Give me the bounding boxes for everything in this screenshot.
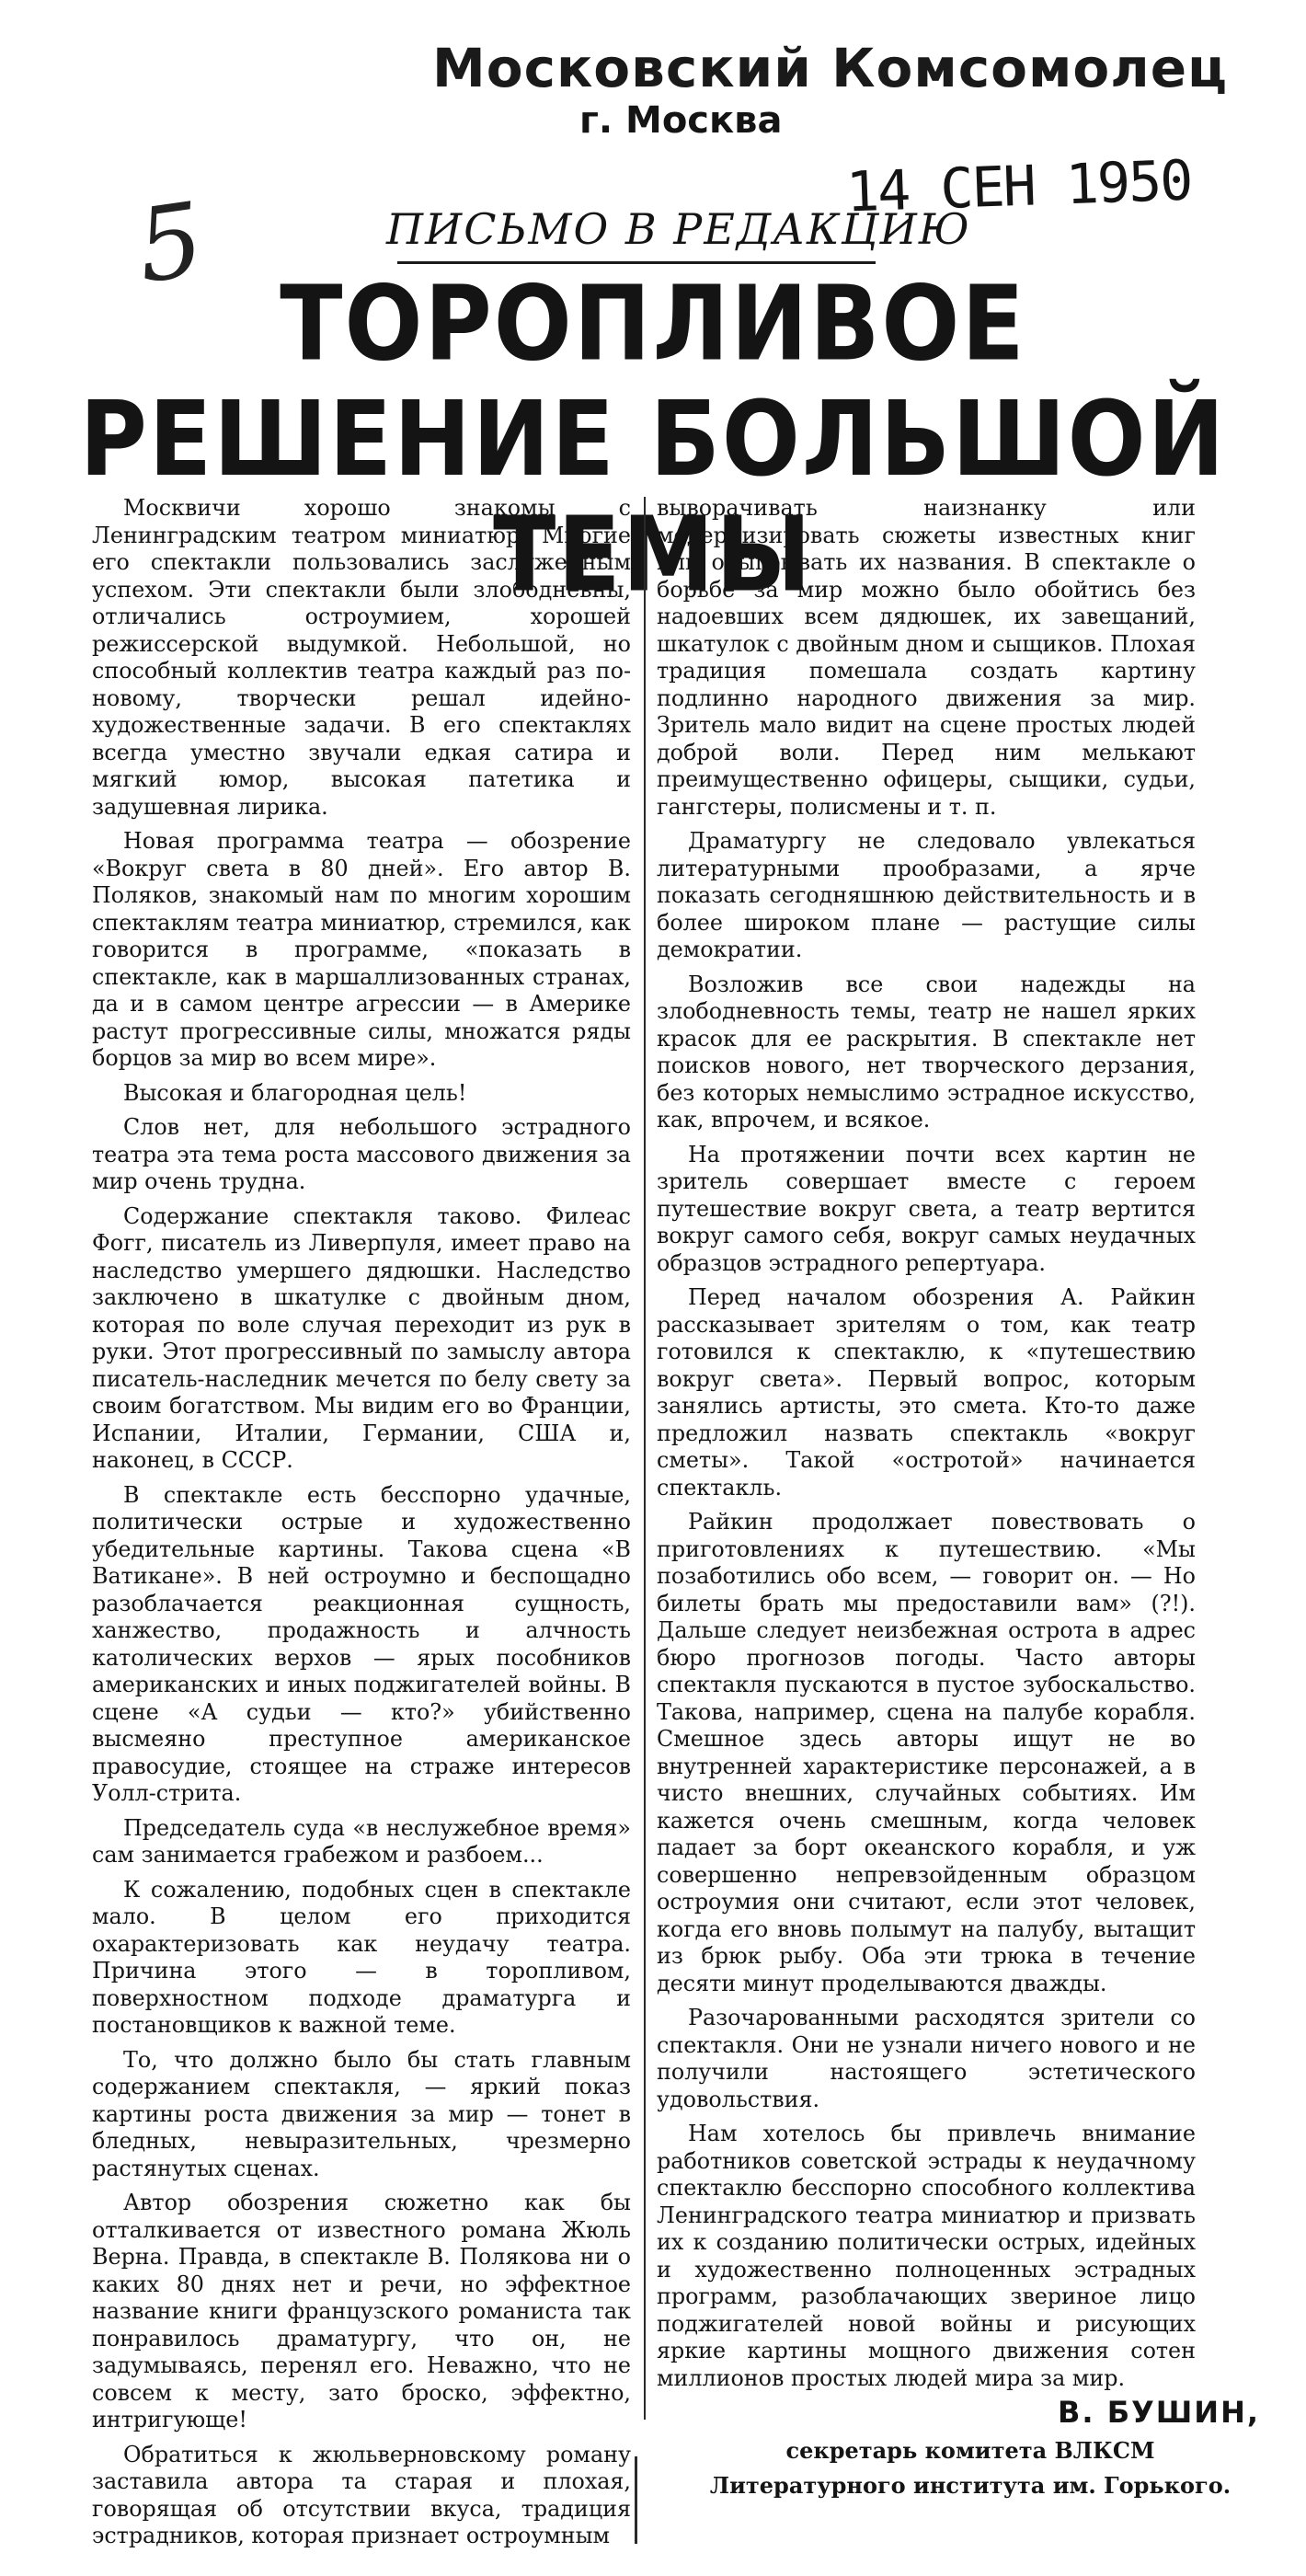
handwritten-mark: 5 xyxy=(130,179,211,306)
paragraph: Автор обозрения сюжетно как бы отталкивается от известного романа Жюль Верна. Правда, в спектакле В. Полякова ни о каких 80 днях нет и речи, но эффектное название книги французского романиста так понравилось драматургу, что он, не задумываясь, перенял его. Неважно, что не совсем к месту, зато броско, эффектно, интригующе! xyxy=(92,2190,631,2432)
paragraph: Содержание спектакля таково. Филеас Фогг, писатель из Ливерпуля, имеет право на наследство умершего дядюшки. Наследство заключено в шкатулке с двойным дном, которая по воле случая переходит из рук в руки. Этот прогрессивный по замыслу автора писатель-наследник мечется по белу свету за своим богатством. Мы видим его во Франции, Испании, Италии, Германии, США и, наконец, в СССР. xyxy=(92,1202,631,1473)
paragraph: Перед началом обозрения А. Райкин рассказывает зрителям о том, как театр готовился к спектаклю, к «путешествию вокруг света». Первый вопрос, которым занялись артисты, это смета. Кто-то даже предложил назвать спектакль «вокруг сметы». Такой «остротой» начинается спектакль. xyxy=(657,1284,1196,1501)
rubric: ПИСЬМО В РЕДАКЦИЮ xyxy=(386,204,971,254)
newspaper-city: г. Москва xyxy=(579,99,783,142)
paragraph: Райкин продолжает повествовать о приготовлениях к путешествию. «Мы позаботились обо всем, — говорит он. — Но билеты брать мы предоставили вам» (?!). Дальше следует неизбежная острота в адрес бюро прогнозов погоды. Часто авторы спектакля пускаются в пустое зубоскальство. Такова, например, сцена на палубе корабля. Смешное здесь авторы ищут не во внутренней характеристике персонажей, а в чисто внешних, случайных событиях. Им кажется очень смешным, когда человек падает за борт океанского корабля, и уж совершенно непревзойденным образцом остроумия они считают, если этот человек, когда его вновь полымут на палубу, вытащит из брюк рыбу. Оба эти трюка в течение десяти минут проделываются дважды. xyxy=(657,1509,1196,1996)
paragraph: Слов нет, для небольшого эстрадного театра эта тема роста массового движения за мир очень трудна. xyxy=(92,1114,631,1194)
paragraph: Разочарованными расходятся зрители со спектакля. Они не узнали ничего нового и не получили настоящего эстетического удовольствия. xyxy=(657,2005,1196,2112)
paragraph: То, что должно было бы стать главным содержанием спектакля, — яркий показ картины роста движения за мир — тонет в бледных, невыразительных, чрезмерно растянутых сценах. xyxy=(92,2046,631,2181)
paragraph: В спектакле есть бесспорно удачные, политически острые и художественно убедительные картины. Такова сцена «В Ватикане». В ней остроумно и беспощадно разоблачается реакционная сущность, ханжество, продажность и алчность католических верхов — ярых пособников американских и иных поджигателей войны. В сцене «А судьи — кто?» убийственно высмеяно преступное американское правосудие, стоящее на страже интересов Уолл-стрита. xyxy=(92,1481,631,1806)
paragraph: Нам хотелось бы привлечь внимание работников советской эстрады к неудачному спектаклю бесспорно способного коллектива Ленинградского театра миниатюр и призвать их к созданию политически острых, идейных и художественно полноценных эстрадных программ, разоблачающих звериное лицо поджигателей новой войны и рисующих яркие картины мощного движения сотен миллионов простых людей мира за мир. xyxy=(657,2121,1196,2391)
headline: ТОРОПЛИВОЕ РЕШЕНИЕ БОЛЬШОЙ ТЕМЫ xyxy=(79,263,1227,615)
paragraph: Новая программа театра — обозрение «Вокруг света в 80 дней». Его автор В. Поляков, знакомый нам по многим хорошим спектаклям театра миниатюр, стремился, как говорится в программе, «показать в спектакле, как в маршаллизованных странах, да и в самом центре агрессии — в Америке растут прогрессивные силы, множатся ряды борцов за мир во всем мире». xyxy=(92,828,631,1071)
right-column xyxy=(657,495,1196,2399)
paragraph: Председатель суда «в неслужебное время» сам занимается грабежом и разбоем... xyxy=(92,1814,631,1868)
left-column xyxy=(92,495,631,2558)
date-stamp: 14 СЕН 1950 xyxy=(844,148,1193,225)
paragraph: Драматургу не следовало увлекаться литературными прообразами, а ярче показать сегодняшнюю действительность и в более широком плане — растущие силы демократии. xyxy=(657,828,1196,962)
paragraph: Москвичи хорошо знакомы с Ленинградским театром миниатюр. Многие его спектакли пользовались заслуженным успехом. Эти спектакли были злободневны, отличались остроумием, хорошей режиссерской выдумкой. Небольшой, но способный коллектив театра каждый раз по-новому, творчески решал идейно-художественные задачи. В его спектаклях всегда уместно звучали едкая сатира и мягкий юмор, высокая патетика и задушевная лирика. xyxy=(92,495,631,820)
paragraph: Обратиться к жюльверновскому роману заставила автора та старая и плохая, говорящая об отсутствии вкуса, традиция эстрадников, которая признает остроумным xyxy=(92,2441,631,2548)
paragraph: Высокая и благородная цель! xyxy=(123,1079,467,1106)
author-name: В. БУШИН, xyxy=(1058,2395,1260,2430)
newspaper-name: Московский Комсомолец xyxy=(432,37,1229,99)
paragraph: Возложив все свои надежды на злободневность темы, театр не нашел ярких красок для ее раскрытия. В спектакле нет поисков нового, нет творческого дерзания, без которых немыслимо эстрадное искусство, как, впрочем, и всякое. xyxy=(657,971,1196,1133)
signature-bracket xyxy=(635,2456,637,2544)
paragraph: На протяжении почти всех картин не зритель совершает вместе с героем путешествие вокруг света, а театр вертится вокруг самого себя, вокруг самых неудачных образцов эстрадного репертуара. xyxy=(657,1141,1196,1276)
column-divider xyxy=(644,497,646,2420)
paragraph: выворачивать наизнанку или модернизировать сюжеты известных книг или обыгрывать их названия. В спектакле о борьбе за мир можно было обойтись без надоевших всем дядюшек, их завещаний, шкатулок с двойным дном и сыщиков. Плохая традиция помешала создать картину подлинно народного движения за мир. Зритель мало видит на сцене простых людей доброй воли. Перед ним мелькают преимущественно офицеры, сыщики, судьи, гангстеры, полисмены и т. п. xyxy=(657,495,1196,820)
author-title: секретарь комитета ВЛКСМ Литературного института им. Горького. xyxy=(709,2437,1232,2499)
paragraph: К сожалению, подобных сцен в спектакле мало. В целом его приходится охарактеризовать как неудачу театра. Причина этого — в торопливом, поверхностном подходе драматурга и постановщиков к важной теме. xyxy=(92,1876,631,2038)
